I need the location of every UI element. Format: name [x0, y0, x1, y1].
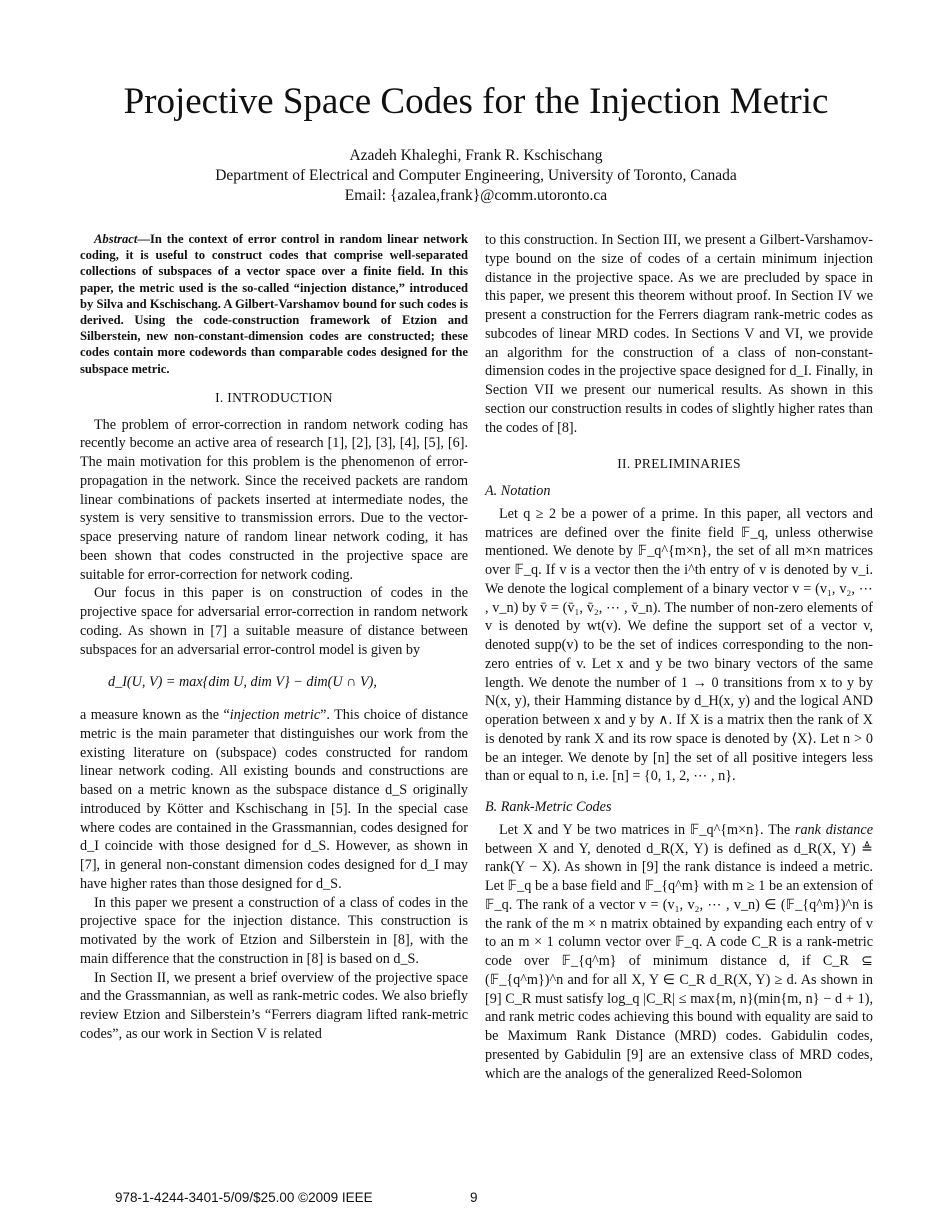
- section-heading-preliminaries: II. PRELIMINARIES: [617, 456, 741, 472]
- paragraph: The problem of error-correction in random network coding has recently become an active area of research [1], [2], [3], [4], [5], [6]. The main motivation for this problem is the phenomenon of error-propagation in the network. Since the received packets are random linear combinations of packets inserted at intermediate nodes, the system is very sensitive to transmission errors. Due to the vector-space preserving nature of random linear network coding, it has been shown that codes constructed in the projective space are suitable for error-correction for network coding.: [80, 416, 468, 583]
- equation-injection-metric: d_I(U, V) = max{dim U, dim V} − dim(U ∩ V),: [108, 674, 377, 691]
- emphasis: injection metric: [229, 707, 321, 724]
- paragraph: to this construction. In Section III, we present a Gilbert-Varshamov-type bound on the size of codes of a certain minimum injection distance in the projective space. As we are precluded by space in this paper, we present this theorem without proof. In Section IV we present a construction for the Ferrers diagram rank-metric codes as subcodes of linear MRD codes. In Sections V and VI, we provide an algorithm for the construction of a class of non-constant-dimension codes in the projective space designed for d_I. Finally, in Section VII we present our numerical results. As shown in this section our construction results in codes of slightly higher rates than the codes of [8].: [485, 232, 873, 436]
- paragraph: In Section II, we present a brief overview of the projective space and the Grassmannian, as well as rank-metric codes. We also briefly review Etzion and Silberstein’s “Ferrers diagram lifted rank-metric codes”, as our work in Section V is related: [80, 969, 468, 1042]
- paragraph: In this paper we present a construction of a class of codes in the projective space for the injection distance. This construction is motivated by the work of Etzion and Silberstein in [8], with the main difference that the construction in [8] is based on d_S.: [80, 894, 468, 967]
- copyright-footer: 978-1-4244-3401-5/09/$25.00 ©2009 IEEE: [115, 1190, 373, 1205]
- email: Email: {azalea,frank}@comm.utoronto.ca: [344, 187, 608, 204]
- paragraph: Our focus in this paper is on construction of codes in the projective space for adversarial error-correction in random network coding. As shown in [7] a suitable measure of distance between subspaces for an adversarial error-control model is given by: [80, 585, 468, 658]
- text: ”. This choice of distance metric is the main parameter that distinguishes our work from the existing literature on (subspace) codes constructed for random linear network coding. All existing bounds and constructions are based on a metric known as the subspace distance d_S originally introduced by Kötter and Kschischang in [5]. In the special case where codes are contained in the Grassmannian, codes designed for d_I coincide with those designed for d_S. However, as shown in [7], in general non-constant dimension codes designed for d_I may have higher rates than those designed for d_S.: [80, 707, 468, 892]
- emphasis: rank distance: [794, 821, 873, 838]
- paragraph: Let q ≥ 2 be a power of a prime. In this paper, all vectors and matrices are defined over the finite field 𝔽_q, unless otherwise mentioned. We denote by 𝔽_q^{m×n}, the set of all m×n matrices over 𝔽_q. If v is a vector then the i^th entry of v is denoted by v_i. We denote the logical complement of a binary vector v = (v₁, v₂, ⋯ , v_n) by v̄ = (v̄₁, v̄₂, ⋯ , v̄_n). The number of non-zero elements of v is denoted by wt(v). We define the support set of a vector v, denoted supp(v) to be the set of indices corresponding to the non-zero entries of v. Let x and y be two binary vectors of the same length. We denote the number of 1 → 0 transitions from x to y by N(x, y), their Hamming distance by d_H(x, y) and the logical AND operation between x and y by ∧. If X is a matrix then the rank of X is denoted by rank X and its row space is denoted by ⟨X⟩. Let n > 0 be an integer. We denote by [n] the set of all positive integers less than or equal to n, i.e. [n] = {0, 1, 2, ⋯ , n}.: [485, 505, 873, 785]
- text: between X and Y, denoted d_R(X, Y) is defined as d_R(X, Y) ≜ rank(Y − X). As shown in [9] the rank distance is indeed a metric. Let 𝔽_q be a base field and 𝔽_{q^m} with m ≥ 1 be an extension of 𝔽_q. The rank of a vector v = (v₁, v₂, ⋯ , v_n) ∈ (𝔽_{q^m})^n is the rank of the m × n matrix obtained by expanding each entry of v to an m × 1 column vector over 𝔽_q. A code C_R is a rank-metric code over 𝔽_{q^m} of minimum distance d, if C_R ⊆ (𝔽_{q^m})^n and for all X, Y ∈ C_R d_R(X, Y) ≥ d. As shown in [9] C_R must satisfy log_q |C_R| ≤ max{m, n}(min{m, n} − d + 1), and rank metric codes achieving this bound with equality are said to be Maximum Rank Distance (MRD) codes. Gabidulin codes, presented by Gabidulin [9] are an extensive class of MRD codes, which are the analogs of the generalized Reed-Solomon: [485, 840, 873, 1082]
- right-column: [485, 231, 873, 1083]
- paragraph: [80, 706, 468, 894]
- subsection-heading-notation: A. Notation: [485, 483, 551, 499]
- paper-title: Projective Space Codes for the Injection Metric: [123, 81, 829, 122]
- abstract-text: —In the context of error control in random linear network coding, it is useful to construct codes that comprise well-separated collections of subspaces of a vector space over a finite field. In this paper, the metric used is the so-called “injection distance,” introduced by Silva and Kschischang. A Gilbert-Varshamov bound for such codes is derived. Using the code-construction framework of Etzion and Silberstein, new non-constant-dimension codes are constructed; these codes contain more codewords than comparable codes designed for the subspace metric.: [80, 232, 468, 376]
- abstract: [80, 231, 468, 377]
- text: Let X and Y be two matrices in 𝔽_q^{m×n}. The: [499, 821, 795, 838]
- affiliation: Department of Electrical and Computer Engineering, University of Toronto, Canada: [215, 167, 737, 184]
- authors: Azadeh Khaleghi, Frank R. Kschischang: [349, 147, 603, 164]
- section-heading-introduction: I. INTRODUCTION: [215, 389, 333, 405]
- abstract-label: Abstract: [94, 232, 138, 246]
- text: a measure known as the “: [80, 707, 230, 724]
- left-column: [80, 231, 468, 1044]
- paragraph: [485, 821, 873, 1084]
- subsection-heading-rank-metric: B. Rank-Metric Codes: [485, 799, 612, 815]
- page-number: 9: [470, 1190, 478, 1205]
